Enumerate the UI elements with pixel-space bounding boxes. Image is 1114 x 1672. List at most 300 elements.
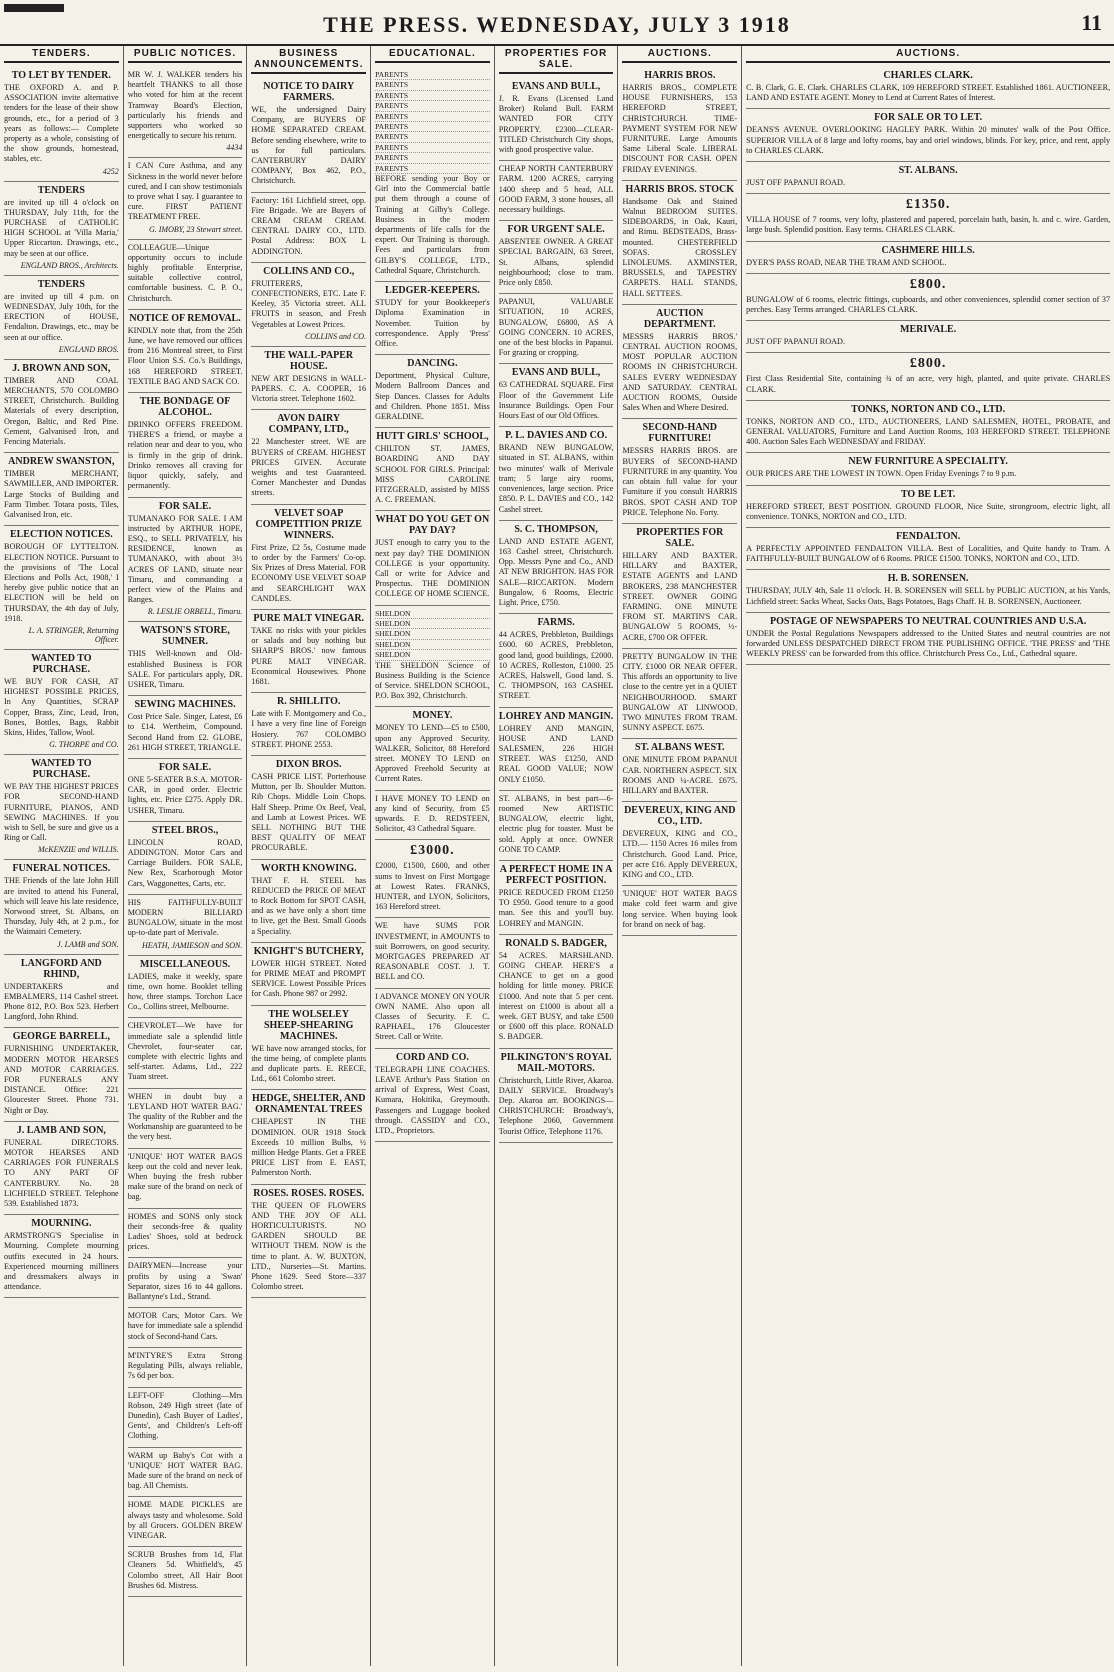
ad-body: ARMSTRONG'S Specialise in Mourning. Complete mourning outfits executed in 24 hours. Experienced mourning milliners and dressmakers always in attendance.	[4, 1231, 119, 1292]
ad-body: HOME MADE PICKLES are always tasty and wholesome. Sold by all Grocers. GOLDEN BREW VINEGAR.	[127, 1500, 243, 1540]
ad-body: OUR PRICES ARE THE LOWEST IN TOWN. Open Friday Evenings 7 to 9 p.m.	[746, 469, 1017, 479]
advertisement	[251, 943, 366, 1006]
advertisement	[746, 274, 1110, 321]
parents-entry: PARENTS	[375, 101, 490, 111]
ad-body: FURNISHING UNDERTAKER, MODERN MOTOR HEARSES AND MOTOR CARRIAGES. FOR FUNERALS ANY DISTANCE. Office: 221 Gloucester Street. Phone 731. Night or Day.	[4, 1044, 119, 1115]
column-4	[371, 46, 495, 1666]
ad-body: HARRIS BROS., COMPLETE HOUSE FURNISHERS, 153 HEREFORD STREET, CHRISTCHURCH. TIME-PAYMENT SYSTEM FOR NEW FURNITURE. Large Amounts Same Liberal Scale. LIBERAL DISCOUNT FOR CASH. OPEN FRIDAY EVENINGS.	[622, 83, 738, 174]
column-heading: BUSINESS ANNOUNCEMENTS.	[251, 48, 366, 74]
advertisement	[128, 1089, 243, 1149]
advertisement	[746, 353, 1110, 400]
column-2	[124, 46, 248, 1666]
ad-body: 22 Manchester street. WE are BUYERS of CREAM. HIGHEST PRICES GIVEN. Accurate weights and test Guaranteed. Corner Manchester and Dundas streets.	[251, 437, 367, 498]
ad-title: STEEL BROS.,	[151, 824, 219, 836]
advertisement	[499, 427, 614, 520]
ad-body: WE BUY FOR CASH, AT HIGHEST POSSIBLE PRICES, In Any Quantities, SCRAP Copper, Brass, Zinc, Lead, Iron, Bones, Bottles, Bags, Rabbit Skins, Hides, Tallow, Wool.	[4, 676, 119, 737]
advertisement	[746, 109, 1110, 162]
sheldon-entry: SHELDON	[375, 650, 490, 660]
advertisement	[499, 614, 614, 707]
ad-title: COLLINS AND CO.,	[263, 265, 355, 277]
ad-body: I ADVANCE MONEY ON YOUR OWN NAME. Also upon all Classes of Security. F. C. RAPHAEL, 176 Gloucester Street. Call or Write.	[375, 991, 490, 1042]
ad-body: TUMANAKO FOR SALE. I AM instructed by ARTHUR HOPE, ESQ., to SELL PRIVATELY, his RESIDENCE, known as TUMANAKO, with about 3½ ACRES OF LAND, situate near Timaru, and commanding a perfect view of the Plains and Ranges.	[127, 513, 243, 605]
advertisement	[622, 67, 737, 181]
ad-body: DRINKO OFFERS FREEDOM. THERE'S a friend, or maybe a relation near and dear to you, who is firmly in the grip of drink. Drinko removes all craving for liquor quickly, safely, and permanently.	[127, 420, 243, 491]
ad-body: TELEGRAPH LINE COACHES. LEAVE Arthur's Pass Station on arrival of Express, West Coast, Kumara, Hokitika, Greymouth. Passengers and Luggage booked through. CASSIDY and CO., LTD., Proprietors.	[375, 1064, 490, 1135]
advertisement	[128, 310, 243, 393]
advertisement	[4, 1028, 119, 1121]
parents-entry: PARENTS	[375, 70, 490, 80]
advertisement	[622, 305, 737, 420]
advertisement	[251, 1185, 366, 1299]
ad-body: I CAN Cure Asthma, and any Sickness in the world never before cured, and I can show testimonials to prove what I say. I guarantee to cure. FIRST PATIENT TREATMENT FREE.	[127, 161, 243, 222]
ad-title: ANDREW SWANSTON,	[8, 456, 115, 468]
advertisement	[746, 528, 1110, 570]
ad-body: Late with F. Montgomery and Co., I have a very fine line of Foreign Hosiery. 767 COLOMBO STREET. PHONE 2553.	[251, 709, 367, 749]
advertisement	[251, 78, 366, 193]
ad-body: 'UNIQUE' HOT WATER BAGS keep out the cold and never leak. When buying the fresh rubber make sure of the brand on neck of bag.	[127, 1151, 243, 1202]
ad-body: HEREFORD STREET, BEST POSITION. GROUND FLOOR, Nice Suite, strongroom, electric light, all convenience. TONKS, NORTON and CO., LTD.	[746, 501, 1111, 521]
advertisement	[499, 221, 614, 294]
sheldon-entry: SHELDON	[375, 629, 490, 639]
ad-signature: COLLINS and CO.	[304, 331, 367, 341]
ad-title: TENDERS	[37, 184, 85, 196]
ad-body: UNDERTAKERS and EMBALMERS, 114 Cashel street. Phone 812, P.O. Box 523. Herbert Langford, John Rhind.	[4, 981, 119, 1022]
advertisement	[4, 955, 119, 1029]
advertisement	[622, 524, 737, 649]
ad-body: UNDER the Postal Regulations Newspapers addressed to the United States and neutral countries are not forwarded UNLESS DESPATCHED DIRECT FROM THE PUBLISHING OFFICE. 'THE PRESS' and 'THE WEEKLY PRESS' can be forwarded from this office. Christchurch Press Co., Ltd., Cathedral square.	[746, 628, 1111, 659]
advertisement	[128, 240, 243, 310]
column-heading: PUBLIC NOTICES.	[128, 48, 243, 63]
advertisement	[128, 1388, 243, 1448]
ad-body: THE QUEEN OF FLOWERS AND THE JOY OF ALL HORTICULTURISTS. NO GARDEN SHOULD BE WITHOUT THEM. NOW is the time to plant. A. W. BUXTON, LTD., Nurseries—St. Martins. Phone 1629. Seed Store—337 Colombo street.	[251, 1200, 367, 1292]
advertisement	[128, 1308, 243, 1348]
parents-entry: PARENTS	[375, 80, 490, 90]
ad-title: KNIGHT'S BUTCHERY,	[253, 945, 364, 957]
column-heading: AUCTIONS.	[746, 48, 1110, 63]
ad-title: NEW FURNITURE A SPECIALITY.	[848, 456, 1008, 468]
advertisement	[375, 282, 490, 355]
ad-title: TO BE LET.	[900, 488, 956, 500]
ad-title: VELVET SOAP COMPETITION PRIZE WINNERS.	[255, 507, 362, 541]
advertisement	[128, 1348, 243, 1388]
ad-body: Factory: 161 Lichfield street, opp. Fire Brigade. We are Buyers of CREAM CREAM CREAM. CENTRAL DAIRY CO., LTD. Postal Address: BOX L ADDINGTON.	[251, 195, 367, 256]
ad-body: BUNGALOW of 6 rooms, electric fittings, cupboards, and other conveniences, splendid corner section of 37 perches. Easy Terms arranged. CHARLES CLARK.	[746, 294, 1111, 315]
advertisement	[4, 453, 119, 526]
advertisement	[746, 486, 1110, 528]
ad-body: DEVEREUX, KING and CO., LTD.— 1150 Acres 16 miles from Christchurch. Good Land. Price, per acre £16. Apply DEVEREUX, KING and CO., LTD.	[622, 829, 738, 879]
ad-title: MONEY.	[412, 710, 453, 722]
ad-body: SCRUB Brushes from 1d, Flat Cleaners 5d. Whitfield's, 45 Colombo street, All Hair Boot Brushes 6d. Mistress.	[127, 1550, 243, 1590]
ad-title: HARRIS BROS. STOCK	[625, 183, 735, 195]
advertisement	[4, 650, 119, 755]
ad-body: MESSRS HARRIS BROS.' CENTRAL AUCTION ROOMS, MOST POPULAR AUCTION ROOMS IN CHRISTCHURCH. SALES EVERY WEDNESDAY AND SATURDAY. CENTRAL AUCTION ROOMS, Outside Sales When and Where Desired.	[622, 331, 738, 413]
column-heading: EDUCATIONAL.	[375, 48, 490, 63]
advertisement	[4, 1122, 119, 1215]
ad-title: AUCTION DEPARTMENT.	[643, 307, 716, 330]
ad-title: THE WALL-PAPER HOUSE.	[264, 349, 354, 372]
advertisement	[128, 67, 243, 158]
advertisement	[375, 428, 490, 511]
ad-body: 54 ACRES. MARSHLAND. GOING CHEAP. HERE'S a CHANCE to get on a good holding for little money. PRICE £1000. And note that 5 per cent. interest on £1000 is about all a week. GET BUSY, and take £500 or £600 off this place. RONALD S. BADGER.	[498, 950, 614, 1042]
ad-body: I HAVE MONEY TO LEND on any kind of Security, from £5 upwards. F. D. REDSTEEN, Solicitor, 43 Cathedral Square.	[375, 793, 490, 834]
advertisement	[251, 610, 366, 693]
advertisement	[746, 162, 1110, 194]
advertisement	[128, 1547, 243, 1597]
advertisement	[622, 419, 737, 523]
advertisement	[746, 613, 1110, 666]
ad-title: ROSES. ROSES. ROSES.	[253, 1187, 365, 1199]
ad-body: HILLARY AND BAXTER. HILLARY and BAXTER, ESTATE AGENTS and LAND BROKERS, 238 MANCHESTER STREET. OWNER GOING FARMING. ONE MINUTE FROM ST. MARTIN'S CAR. BUNGALOW 5 ROOMS, ½-ACRE, £700 OR OFFER.	[622, 550, 738, 642]
advertisement	[375, 989, 490, 1049]
advertisement	[251, 263, 366, 347]
advertisement	[251, 1090, 366, 1184]
sheldon-entry: SHELDON	[375, 640, 490, 650]
ad-body: MR W. J. WALKER tenders his heartfelt THANKS to all those who voted for him at the recent Tramway Board's Election, particularly his friends and supporters who worked so energetically to secure his return.	[127, 70, 243, 141]
advertisement	[746, 67, 1110, 109]
advertisement	[128, 1497, 243, 1547]
advertisement	[375, 511, 490, 605]
column-7	[742, 46, 1114, 1666]
ad-body: LAND AND ESTATE AGENT, 163 Cashel street, Christchurch. Opp. Messrs Pyne and Co., AND AT NEW BRIGHTON. HAS FOR SALE—RICCARTON. Modern Bungalow, 6 Rooms, Electric Light. Price, £750.	[498, 536, 614, 607]
ad-title: PILKINGTON'S ROYAL MAIL-MOTORS.	[500, 1051, 612, 1074]
ad-body: PAPANUI, VALUABLE SITUATION, 10 ACRES, BUNGALOW, £6800, AS A GOING CONCERN. 10 ACRES, one of the best blocks in Papanui. For grazing or cropping.	[498, 297, 614, 358]
ad-body: £2000, £1500, £600, and other sums to Invest on First Mortgage at Lowest Rates. FRANKS, HUNTER, and LYON, Solicitors, 163 Hereford street.	[375, 861, 490, 912]
ad-body: ST. ALBANS, in best part—6-roomed New ARTISTIC BUNGALOW, electric light, electric plug for toaster. Must be sold. Apply at once. OWNER GONE TO CAMP.	[498, 793, 614, 854]
ad-body: JUST OFF PAPANUI ROAD.	[746, 178, 846, 188]
ad-title: HUTT GIRLS' SCHOOL,	[376, 431, 489, 443]
column-1	[0, 46, 124, 1666]
ad-signature: J. LAMB and SON.	[57, 939, 119, 949]
ad-body: A PERFECTLY APPOINTED FENDALTON VILLA. Best of Localities, and Quite handy to Tram. A FAITHFULLY-BUILT BUNGALOW of 6 Rooms. PRICE £1500. TONKS, NORTON and CO., LTD.	[746, 544, 1111, 564]
ad-body: BEFORE sending your Boy or Girl into the Commercial battle put them through a course of Training at Gilby's College. Business in the modern departments of life calls for the expert. Our Training is thorough. Fees and particulars from GILBY'S COLLEGE, LTD., Cathedral Square, Christchurch.	[375, 174, 490, 275]
ad-body: 63 CATHEDRAL SQUARE. First Floor of the Government Life Insurance Buildings. Open Four Hours East of our Old Offices.	[498, 380, 614, 421]
column-6	[618, 46, 742, 1666]
advertisement	[746, 194, 1110, 241]
ad-body: THURSDAY, JULY 4th, Sale 11 o'clock. H. B. SORENSEN will SELL by PUBLIC AUCTION, at his Yards, Lichfield street: Sacks Wheat, Sacks Oats, Bags Potatoes, Bags Chaff. H. B. SORENSEN, Auctioneer.	[746, 586, 1111, 606]
ad-title: ST. ALBANS WEST.	[635, 742, 725, 754]
ad-title: £3000.	[410, 843, 455, 859]
ad-body: HOMES and SONS only stock their seconds-free & quality Ladies' Shoes, sold at bedrock prices.	[127, 1211, 243, 1252]
ad-body: First Prize, £2 5s, Costume made to order by the Farmers' Co-op. Six Prizes of Dress Material. FOR ECONOMY USE VELVET SOAP and SEARCHLIGHT WAX CANDLES.	[251, 542, 367, 603]
ad-title: DIXON BROS.	[275, 758, 342, 770]
ad-title: MISCELLANEOUS.	[139, 958, 231, 970]
ad-body: TAKE no risks with your pickles or salads and buy nothing but SHARP'S BROS.' now famous PURE MALT VINEGAR. Economical Housewives. Phone 1681.	[251, 625, 367, 686]
parents-entry: PARENTS	[375, 164, 490, 174]
ad-title: DEVEREUX, KING AND CO., LTD.	[624, 805, 736, 828]
column-heading: TENDERS.	[4, 48, 119, 63]
advertisement	[622, 802, 737, 886]
ad-title: MOURNING.	[31, 1218, 92, 1230]
ad-body: DAIRYMEN—Increase your profits by using a 'Swan' Separator, sizes 16 to 44 gallons. Ballantyne's Ltd., Strand.	[127, 1261, 243, 1302]
ad-body: WARM up Baby's Cot with a 'UNIQUE' HOT WATER BAG. Made sure of the brand on neck of bag. All Chemists.	[127, 1450, 243, 1491]
column-3	[247, 46, 371, 1666]
ad-title: WHAT DO YOU GET ON PAY DAY?	[375, 514, 490, 537]
ad-body: DEANS'S AVENUE. OVERLOOKING HAGLEY PARK. Within 20 minutes' walk of the Post Office. SUPERIOR VILLA of 8 large and lofty rooms, bay and oriel windows, blinds. For key, price, and rent, apply to CHARLES CLARK.	[746, 125, 1111, 155]
ad-title: FOR SALE OR TO LET.	[874, 112, 983, 124]
ad-title: SEWING MACHINES.	[134, 699, 236, 711]
ad-title: CORD AND CO.	[395, 1051, 469, 1063]
ad-body: WE, the undersigned Dairy Company, are BUYERS OF HOME SEPARATED CREAM. Before sending elsewhere, write to us for full particulars. CANTERBURY DAIRY COMPANY, Box 462, P.O., Christchurch.	[251, 105, 367, 186]
ad-title: POSTAGE OF NEWSPAPERS TO NEUTRAL COUNTRIES AND U.S.A.	[770, 615, 1087, 627]
sheldon-entry: SHELDON	[375, 619, 490, 629]
ad-signature: 4434	[226, 143, 243, 153]
advertisement	[622, 739, 737, 802]
ad-body: CHILTON ST. JAMES, BOARDING AND DAY SCHOOL FOR GIRLS. Principal: MISS CAROLINE FITZGERALD, assisted by MISS A. C. FREEMAN.	[375, 444, 490, 505]
ad-title: ELECTION NOTICES.	[9, 529, 113, 541]
advertisement	[499, 161, 614, 221]
ad-body: TONKS, NORTON AND CO., LTD., AUCTIONEERS, LAND SALESMEN, HOTEL, PROBATE, and GENERAL VALUATORS, Furniture and Land Auction Rooms, 103 HEREFORD STREET. TELEPHONE 400. Auction Sales Each WEDNESDAY and FRIDAY.	[746, 416, 1111, 447]
ad-title: TENDERS	[37, 278, 85, 290]
advertisement	[375, 707, 490, 790]
advertisement	[375, 918, 490, 988]
ad-body: VILLA HOUSE of 7 rooms, very lofty, plastered and papered, porcelain bath, basin, h. and c. wire. Garden, large bush. Splendid position. Easy terms. CHARLES CLARK.	[746, 215, 1111, 235]
advertisement	[251, 693, 366, 756]
ad-body: BOROUGH OF LYTTELTON. ELECTION NOTICE. Pursuant to the provisions of 'The Local Elections and Polls Act, 1908,' I hereby give public notice that an ELECTION will be held on THURSDAY, the 4th day of July, 1918.	[4, 542, 119, 623]
ad-title: FOR SALE.	[158, 500, 212, 512]
advertisement	[375, 791, 490, 841]
ad-body: LOHREY AND MANGIN, HOUSE AND LAND SALESMEN, 226 HIGH STREET. WAS £1250, AND REAL GOOD VALUE; NOW ONLY £1050.	[498, 723, 614, 784]
ad-body: DYER'S PASS ROAD, NEAR THE TRAM AND SCHOOL.	[746, 257, 947, 267]
advertisement	[375, 67, 490, 282]
advertisement	[128, 895, 243, 956]
ad-body: WHEN in doubt buy a 'LEYLAND HOT WATER BAG.' The quality of the Rubber and the Workmanship are guaranteed to be the very best.	[127, 1091, 243, 1142]
advertisement	[128, 696, 243, 759]
ad-body: MONEY TO LEND—£5 to £500, upon any Approved Security. WALKER, Solicitor, 88 Hereford street. MONEY TO LEND on Approved Freehold Security at Current Rates.	[375, 723, 490, 784]
ad-body: LADIES, make it weekly, spare time, own home. Booklet telling how, three stamps. Torchon Lace Co., Collins street, Melbourne.	[127, 971, 243, 1012]
ad-body: are invited up till 4 p.m. on WEDNESDAY, July 10th, for the ERECTION of HOUSE, Fendalton. Drawings, etc., may be seen at our office.	[4, 291, 119, 342]
advertisement	[251, 505, 366, 610]
ad-body: Handsome Oak and Stained Walnut BEDROOM SUITES. SIDEBOARDS, in Oak, Kauri, and Rimu. BEDSTEADS, Brass-mounted. CHESTERFIELD SOFAS. CROSSLEY LINOLEUMS. AXMINSTER, BRUSSELS, and TAPESTRY CARPETS. HALL STANDS, HALL SETTEES.	[622, 196, 738, 298]
ad-title: FOR SALE.	[158, 761, 212, 773]
ad-body: ABSENTEE OWNER. A GREAT SPECIAL BARGAIN, 63 Street, St. Albans, splendid neighbourhood; close to tram. Price only £850.	[498, 237, 614, 288]
sheldon-list	[375, 609, 490, 661]
ad-body: STUDY for your Bookkeeper's Diploma Examination in November. Tuition by correspondence. Apply 'Press' Office.	[375, 298, 490, 348]
ad-signature: ENGLAND BROS., Architects.	[20, 260, 119, 270]
ad-body: LEFT-OFF Clothing—Mrs Robson, 249 High street (late of Dunedin), Cash Buyer of Ladies', Gents', and Children's Left-off Clothing.	[127, 1390, 243, 1441]
advertisement	[251, 410, 366, 504]
advertisement	[128, 956, 243, 1019]
ad-body: JUST enough to carry you to the next pay day? THE DOMINION COLLEGE is your opportunity. Call or write for Advice and Prospectus. THE DOMINION COLLEGE OF HOME SCIENCE.	[375, 538, 490, 599]
ad-body: NEW ART DESIGNS in WALL-PAPERS. C. A. COOPER, 16 Victoria street. Telephone 1602.	[251, 373, 367, 404]
advertisement	[128, 393, 243, 497]
ad-title: FUNERAL NOTICES.	[12, 863, 111, 875]
advertisement	[4, 67, 119, 182]
ad-title: J. BROWN AND SON,	[12, 362, 111, 374]
ad-body: 44 ACRES, Prebbleton, Buildings £600. 60 ACRES, Prebbleton, good land, good buildings, £2000. 10 ACRES, Rolleston, £1000. 25 ACRES, Halswell, Good land. S. C. THOMPSON, 163 CASHEL STREET.	[498, 630, 614, 701]
ad-body: COLLEAGUE—Unique opportunity occurs to include highly profitable Enterprise, suitable collective control, comfortable business. C. P. O., Christchurch.	[127, 242, 243, 303]
parents-entry: PARENTS	[375, 132, 490, 142]
ad-title: THE WOLSELEY SHEEP-SHEARING MACHINES.	[263, 1008, 354, 1042]
ad-body: FUNERAL DIRECTORS. MOTOR HEARSES AND CARRIAGES FOR FUNERALS TO ANY PART OF CANTERBURY. No. 28 LICHFIELD STREET. Telephone 539. Established 1873.	[4, 1137, 119, 1209]
parents-entry: PARENTS	[375, 112, 490, 122]
ad-title: HARRIS BROS.	[644, 70, 716, 81]
ad-body: ONE 5-SEATER B.S.A. MOTOR-CAR, in good order. Electric lights, etc. Price £275. Apply DR. USHER, Timaru.	[127, 774, 243, 815]
corner-rule	[4, 4, 64, 12]
ad-title: WATSON'S STORE, SUMNER.	[140, 625, 230, 648]
ad-signature: McKENZIE and WILLIS.	[38, 845, 119, 855]
advertisement	[4, 182, 119, 276]
advertisement	[4, 1215, 119, 1298]
ad-body: THE OXFORD A. and P. ASSOCIATION invite alternative tenders for the lease of their show grounds, etc., for a period of 3 years as follows:— Complete property as a whole, consisting of the show grounds, homestead, stables, etc.	[4, 83, 119, 164]
advertisement	[622, 649, 737, 740]
ad-title: CASHMERE HILLS.	[881, 244, 975, 256]
advertisement	[251, 1006, 366, 1091]
ad-title: THE BONDAGE OF ALCOHOL.	[139, 396, 231, 419]
ad-title: SECOND-HAND FURNITURE!	[642, 422, 717, 445]
ad-title: J. LAMB AND SON,	[16, 1124, 106, 1136]
ad-title: S. C. THOMPSON,	[514, 523, 598, 535]
ad-body: LINCOLN ROAD, ADDINGTON. Motor Cars and Carriage Builders. FOR SALE, New Rex, Scarborough Motor Cars, Waggonettes, Carts, etc.	[127, 837, 243, 888]
ad-signature: G. IMOBY, 23 Stewart street.	[148, 224, 243, 234]
ad-title: HEDGE, SHELTER, AND ORNAMENTAL TREES	[251, 1093, 366, 1116]
advertisement	[128, 1209, 243, 1259]
ad-body: ONE MINUTE FROM PAPANUI CAR. NORTHERN ASPECT. SIX ROOMS AND ¼-ACRE. £675. HILLARY and BAXTER.	[622, 755, 738, 795]
advertisement	[746, 570, 1110, 612]
ad-body: WE have SUMS FOR INVESTMENT, in AMOUNTS to suit Borrowers, on good security. MORTGAGES PREPARED AT REASONABLE COST. J. T. BELL and CO.	[375, 921, 490, 982]
ad-title: £1350.	[905, 197, 951, 213]
ad-body: THIS Well-known and Old-established Business is FOR SALE. For particulars apply, DR. USHER, Timaru.	[127, 649, 243, 689]
parents-list	[375, 70, 490, 174]
ad-title: MERIVALE.	[900, 324, 957, 336]
ad-body: Deportment, Physical Culture, Modern Ballroom Dances and Step Dances. Classes for Adults and Children. Phone 1851. Miss GERALDINE.	[375, 371, 490, 421]
ad-body: BRAND NEW BUNGALOW, situated in ST. ALBANS, within two minutes' walk of Merivale tram; 5 large airy rooms, conveniences, large section. Price £850. P. L. DAVIES and CO., 142 Cashel street.	[498, 443, 614, 514]
advertisement	[251, 756, 366, 860]
advertisement	[4, 860, 119, 954]
ad-title: LEDGER-KEEPERS.	[385, 285, 480, 297]
ad-signature: HEATH, JAMIESON and SON.	[142, 940, 243, 950]
ad-title: FOR URGENT SALE.	[507, 224, 605, 236]
advertisement	[128, 1448, 243, 1498]
ad-title: PURE MALT VINEGAR.	[253, 612, 365, 624]
advertisement	[128, 1258, 243, 1308]
advertisement	[4, 276, 119, 360]
ad-signature: R. LESLIE ORBELL, Timaru.	[147, 607, 243, 617]
ad-title: DANCING.	[407, 358, 458, 370]
ad-title: WORTH KNOWING.	[260, 862, 357, 874]
ad-title: H. B. SORENSEN.	[887, 573, 969, 585]
ad-title: WANTED TO PURCHASE.	[31, 758, 92, 781]
parents-entry: PARENTS	[375, 122, 490, 132]
newspaper-columns	[0, 46, 1114, 1666]
advertisement	[499, 294, 614, 364]
advertisement	[499, 521, 614, 614]
ad-body: CHEVROLET—We have for immediate sale a splendid little Chevrolet, four-seater car, complete with electric lights and self-starter. Adams, Ltd., 222 Tuam street.	[127, 1021, 243, 1082]
advertisement	[128, 822, 243, 895]
advertisement	[128, 1018, 243, 1088]
ad-body: THE SHELDON Science of Business Building is the Science of Service. SHELDON SCHOOL, P.O. Box 392, Christchurch.	[375, 660, 490, 701]
advertisement	[499, 1049, 614, 1143]
ad-body: are invited up till 4 o'clock on THURSDAY, July 11th, for the PURCHASE of CATHOLIC HIGH SCHOOL at 'Villa Maria,' Upper Riccarton. Drawings, etc., may be seen at our office.	[4, 197, 119, 258]
newspaper-header	[0, 0, 1114, 46]
ad-signature: ENGLAND BROS.	[58, 344, 119, 354]
parents-entry: PARENTS	[375, 91, 490, 101]
advertisement	[251, 193, 366, 263]
advertisement	[4, 755, 119, 860]
ad-title: TO LET BY TENDER.	[11, 70, 111, 81]
ad-body: J. R. Evans (Licensed Land Broker) Roland Bull. FARM WANTED FOR CITY PROPERTY. £2300—CLEAR-TITLED Christchurch City shops, with good prospective value.	[498, 94, 614, 155]
ad-title: EVANS AND BULL,	[511, 367, 601, 379]
ad-body: THAT F. H. STEEL has REDUCED the PRICE OF MEAT to Rock Bottom for SPOT CASH, and as we have only a short time to live, get the Best. Small Goods a Speciality.	[251, 875, 367, 936]
ad-body: WE PAY THE HIGHEST PRICES FOR SECOND-HAND FURNITURE, PIANOS, AND SEWING MACHINES. If you wish to Sell, be sure and give us a Ring or Call.	[4, 782, 119, 843]
ad-title: A PERFECT HOME IN A PERFECT POSITION.	[499, 863, 613, 886]
ad-title: P. L. DAVIES AND CO.	[505, 430, 608, 442]
ad-body: KINDLY note that, from the 25th June, we have removed our offices from 216 Montreal street, to First Floor Union S.S. Co.'s Buildings, 168 HEREFORD STREET. TEXTILE BAG AND SACK CO.	[127, 325, 243, 386]
advertisement	[4, 360, 119, 453]
ad-signature: G. THORPE and CO.	[49, 740, 119, 750]
ad-body: M'INTYRE'S Extra Strong Regulating Pills, always reliable, 7s 6d per box.	[127, 1350, 243, 1381]
advertisement	[499, 935, 614, 1049]
advertisement	[746, 401, 1110, 454]
ad-body: LOWER HIGH STREET. Noted for PRIME MEAT and PROMPT SERVICE. Lowest Possible Prices for Cash. Phone 987 or 2992.	[251, 958, 367, 999]
ad-body: MESSRS HARRIS BROS. are BUYERS of SECOND-HAND FURNITURE in any quantity. You can obtain full value for your Furniture if you consult HARRIS BROS. SPOT CASH AND TOP PRICE. Telephone No. Forty.	[622, 446, 738, 517]
advertisement	[128, 759, 243, 822]
ad-title: PROPERTIES FOR SALE.	[636, 526, 724, 549]
advertisement	[499, 708, 614, 791]
ad-title: ST. ALBANS.	[898, 165, 958, 177]
ad-title: NOTICE TO DAIRY FARMERS.	[263, 81, 355, 103]
column-5	[495, 46, 619, 1666]
column-heading: AUCTIONS.	[622, 48, 737, 63]
column-heading: PROPERTIES FOR SALE.	[499, 48, 614, 74]
ad-title: LOHREY AND MANGIN.	[498, 710, 614, 722]
advertisement	[499, 78, 614, 161]
ad-body: JUST OFF PAPANUI ROAD.	[746, 337, 846, 347]
advertisement	[746, 453, 1110, 485]
advertisement	[128, 158, 243, 239]
ad-body: CASH PRICE LIST. Porterhouse Mutton, per lb. Shoulder Mutton. Rib Chops. Middle Loin Chops. Half Sheep. Prime Ox Beef, Veal, and Lamb at Lowest Prices. WE SELL NOTHING BUT THE BEST QUALITY OF MEAT PROCURABLE.	[251, 771, 367, 853]
ad-body: PRETTY BUNGALOW IN THE CITY. £1000 OR NEAR OFFER. This affords an opportunity to live close to the centre yet in a QUIET NEIGHBOURHOOD. SMART BUNGALOW AT LINWOOD. TWO MINUTES FROM TRAM. SUNNY ASPECT. £675.	[622, 651, 738, 733]
advertisement	[128, 1149, 243, 1209]
ad-title: AVON DAIRY COMPANY, LTD.,	[268, 413, 349, 436]
ad-body: 'UNIQUE' HOT WATER BAGS make cold feet warm and give long service. When buying look for brand on neck of bag.	[622, 889, 738, 929]
advertisement	[746, 242, 1110, 274]
ad-title: CHARLES CLARK.	[883, 70, 973, 81]
ad-body: WE have now arranged stocks, for the time being, of complete plants and duplicate parts. E. REECE, Ltd., 661 Colombo street.	[251, 1043, 367, 1084]
ad-title: NOTICE OF REMOVAL.	[129, 312, 241, 324]
ad-body: CHEAP NORTH CANTERBURY FARM. 1200 ACRES, carrying 1400 sheep and 5 head, ALL GOOD FARM, 3 stone houses, all necessary buildings.	[498, 164, 614, 215]
ad-title: £800.	[909, 276, 947, 292]
parents-entry: PARENTS	[375, 153, 490, 163]
ad-body: First Class Residential Site, containing ¾ of an acre, very high, planted, and quite private. CHARLES CLARK.	[746, 374, 1111, 394]
masthead-title: THE PRESS. WEDNESDAY, JULY 3 1918	[323, 12, 791, 37]
ad-title: R. SHILLITO.	[276, 696, 341, 708]
advertisement	[375, 840, 490, 918]
advertisement	[499, 861, 614, 935]
ad-body: Cost Price Sale. Singer, Latest, £6 to £14. Wertheim, Compound. Second Hand from £2. GLOBE, 261 HIGH STREET, TRIANGLE.	[127, 712, 243, 752]
ad-body: CHEAPEST IN THE DOMINION. OUR 1918 Stock Exceeds 10 million Bulbs, ½ million Hedge Plants. Get a FREE PRICE LIST from E. EAST, Palmerston North.	[251, 1117, 367, 1178]
ad-body: Christchurch, Little River, Akaroa. DAILY SERVICE. Broadway's Dep. Akaroa arr. BOOKINGS—CHRISTCHURCH: Broadway's, Telephone 2060, Government Tourist Office, Telephone 1176.	[498, 1075, 614, 1136]
ad-title: EVANS AND BULL,	[511, 81, 601, 92]
advertisement	[251, 860, 366, 943]
ad-signature: L. A. STRINGER, Returning Officer.	[28, 625, 119, 644]
ad-title: WANTED TO PURCHASE.	[31, 652, 92, 675]
advertisement	[746, 321, 1110, 353]
advertisement	[128, 622, 243, 696]
ad-body: MOTOR Cars, Motor Cars. We have for immediate sale a splendid stock of Second-hand Cars.	[127, 1311, 243, 1341]
advertisement	[251, 347, 366, 411]
sheldon-entry: SHELDON	[375, 609, 490, 619]
ad-body: C. B. Clark, G. E. Clark. CHARLES CLARK, 109 HEREFORD STREET. Established 1861. AUCTIONEER, LAND AND ESTATE AGENT. Money to Lend at Current Rates of Interest.	[746, 83, 1111, 103]
ad-title: FARMS.	[537, 617, 575, 629]
ad-body: FRUITERERS, CONFECTIONERS, ETC. Late F. Keeley, 35 Victoria street. ALL FRUITS in season, and Fresh Vegetables at Lowest Prices.	[251, 278, 367, 329]
advertisement	[375, 606, 490, 708]
ad-body: TIMBER AND COAL MERCHANTS, 570 COLOMBO STREET, Christchurch. Building Materials of every description, Oregon, Baltic, and Red Pine. Cement, Galvanised Iron, and Fencing Materials.	[4, 375, 119, 447]
advertisement	[4, 526, 119, 650]
ad-body: HIS FAITHFULLY-BUILT MODERN BILLIARD BUNGALOW, situate in the most up-to-date part of Merivale.	[127, 897, 243, 938]
ad-title: TONKS, NORTON AND CO., LTD.	[851, 403, 1006, 415]
ad-title: GEORGE BARRELL,	[12, 1031, 110, 1043]
parents-entry: PARENTS	[375, 143, 490, 153]
